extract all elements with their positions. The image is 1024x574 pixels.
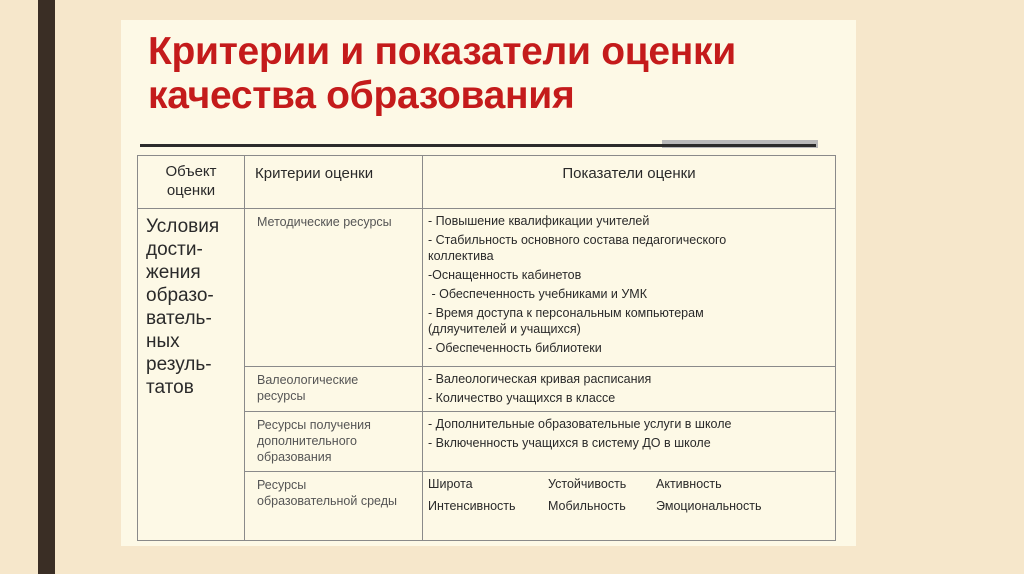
criterion-line: Валеологические	[257, 373, 359, 387]
title-line-2: качества образования	[148, 74, 575, 117]
quality-grid-row	[428, 476, 831, 492]
header-object-line-1: Объект	[165, 163, 217, 180]
object-line: образо-	[146, 285, 214, 306]
object-line: татов	[146, 377, 194, 398]
quality-term: Широта	[428, 477, 473, 491]
criterion-line: образовательной среды	[257, 494, 397, 508]
object-line: дости-	[146, 239, 203, 260]
criterion-line: Ресурсы	[257, 478, 307, 492]
quality-term: Устойчивость	[548, 477, 627, 491]
indicators-cell	[423, 209, 836, 367]
indicators-cell	[423, 472, 836, 541]
indicator-item: (дляучителей и учащихся)	[428, 322, 581, 336]
indicators-cell	[423, 367, 836, 412]
indicator-item: - Обеспеченность учебниками и УМК	[428, 287, 647, 301]
indicator-item: - Повышение квалификации учителей	[428, 214, 650, 228]
header-object-line-2: оценки	[166, 182, 216, 199]
quality-grid-row	[428, 498, 831, 514]
criterion-cell	[245, 412, 423, 472]
criteria-table-wrapper	[137, 155, 835, 540]
indicator-item: - Дополнительные образовательные услуги в школе	[428, 417, 732, 431]
object-line: ватель-	[146, 308, 212, 329]
criterion-cell	[245, 209, 423, 367]
indicator-item: коллектива	[428, 249, 494, 263]
quality-term: Интенсивность	[428, 499, 516, 513]
criterion-cell	[245, 472, 423, 541]
object-line: ных	[146, 331, 180, 352]
criterion-line: Методические ресурсы	[257, 215, 392, 229]
criterion-line: ресурсы	[257, 389, 306, 403]
criterion-cell	[245, 367, 423, 412]
header-indicators: Показатели оценки	[423, 156, 836, 209]
criteria-table	[137, 155, 836, 541]
criterion-line: образования	[257, 450, 332, 464]
slide-title	[148, 30, 848, 118]
object-line: жения	[146, 262, 201, 283]
indicator-item: - Валеологическая кривая расписания	[428, 372, 652, 386]
table-header-row	[138, 156, 836, 209]
indicator-item: - Количество учащихся в классе	[428, 391, 616, 405]
title-underline	[140, 144, 816, 147]
indicator-item: - Стабильность основного состава педагогического	[428, 233, 727, 247]
header-object	[138, 156, 245, 209]
criterion-line: дополнительного	[257, 434, 357, 448]
quality-term: Активность	[656, 477, 722, 491]
table-row	[138, 209, 836, 367]
header-criteria: Критерии оценки	[245, 156, 423, 209]
object-cell	[138, 209, 245, 541]
indicator-item: - Включенность учащихся в систему ДО в школе	[428, 436, 711, 450]
indicator-item: - Обеспеченность библиотеки	[428, 341, 602, 355]
quality-term: Мобильность	[548, 499, 626, 513]
indicators-cell	[423, 412, 836, 472]
title-line-1: Критерии и показатели оценки	[148, 30, 736, 73]
object-line: резуль-	[146, 354, 212, 375]
object-line: Условия	[146, 216, 220, 237]
indicator-item: -Оснащенность кабинетов	[428, 268, 582, 282]
quality-term: Эмоциональность	[656, 499, 762, 513]
criterion-line: Ресурсы получения	[257, 418, 371, 432]
left-decorative-bar	[38, 0, 55, 574]
indicator-item: - Время доступа к персональным компьютерам	[428, 306, 704, 320]
